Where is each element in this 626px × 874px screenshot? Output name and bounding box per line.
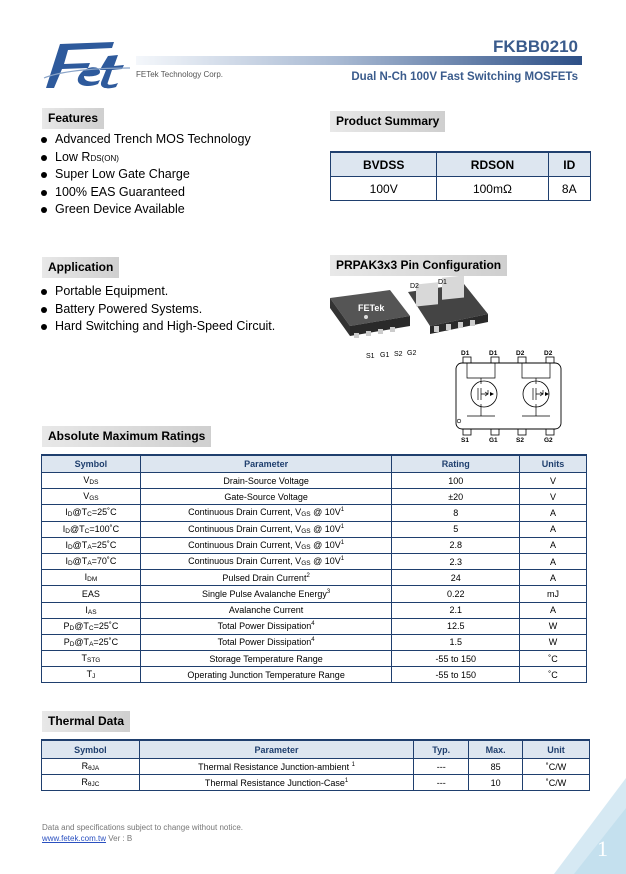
symbol-cell	[42, 618, 141, 634]
unit-cell: V	[520, 489, 587, 505]
rating-cell: 24	[392, 570, 520, 586]
application-list	[41, 283, 275, 336]
parameter-text: Continuous Drain Current, V	[188, 539, 302, 550]
parameter-text: Thermal Resistance Junction-ambient	[198, 761, 352, 772]
parameter-subscript: GS	[301, 527, 311, 535]
symbol-subscript: GS	[89, 495, 99, 503]
list-item: Low RDS(ON)	[41, 149, 251, 167]
pin-config-title: PRPAK3x3 Pin Configuration	[330, 255, 507, 276]
symbol-text: @T	[74, 636, 90, 647]
symbol-cell	[42, 473, 141, 489]
absolute-max-ratings-table	[41, 454, 587, 683]
symbol-subscript: AS	[87, 608, 97, 616]
symbol-text: EAS	[81, 588, 100, 599]
rating-cell: 0.22	[392, 586, 520, 602]
footnote-ref: 1	[340, 556, 345, 563]
symbol-cell	[42, 775, 140, 791]
max-cell: 85	[469, 759, 523, 775]
pin-label: D2	[410, 283, 419, 290]
symbol-text: R	[81, 761, 89, 771]
parameter-cell	[140, 521, 391, 537]
pin-label: S2	[394, 351, 403, 358]
symbol-cell	[42, 489, 141, 505]
table-header: Unit	[523, 740, 590, 759]
symbol-cell	[42, 570, 141, 586]
table-row	[42, 537, 587, 553]
unit-cell: W	[520, 634, 587, 650]
unit-cell: A	[520, 570, 587, 586]
symbol-text: =25˚C	[93, 636, 119, 647]
parameter-text: @ 10V	[310, 539, 341, 550]
symbol-cell	[42, 651, 141, 667]
table-header: Parameter	[140, 455, 391, 473]
table-header: Symbol	[42, 455, 141, 473]
pin-label: G1	[380, 352, 390, 359]
rating-cell: 5	[392, 521, 520, 537]
symbol-subscript: C	[84, 527, 90, 535]
rating-cell: 1.5	[392, 634, 520, 650]
svg-text:D2: D2	[516, 350, 525, 357]
footnote-ref: 1	[340, 523, 345, 530]
parameter-text: Gate-Source Voltage	[224, 491, 308, 502]
symbol-subscript: D	[67, 560, 73, 568]
list-item: Hard Switching and High-Speed Circuit.	[41, 318, 275, 336]
table-row	[42, 775, 590, 791]
table-row	[42, 505, 587, 521]
symbol-subscript: DS	[89, 479, 99, 487]
table-row	[42, 667, 587, 683]
footnote-ref: 1	[344, 777, 349, 784]
symbol-subscript: D	[65, 527, 70, 535]
footnote-ref: 3	[326, 588, 331, 595]
features-list	[41, 131, 251, 219]
symbol-text: T	[81, 653, 87, 664]
symbol-text: V	[83, 475, 90, 486]
website-link[interactable]: www.fetek.com.tw	[42, 834, 107, 843]
rating-cell: -55 to 150	[392, 651, 520, 667]
symbol-text: @T	[69, 523, 85, 534]
unit-cell: A	[520, 537, 587, 553]
unit-cell: A	[520, 553, 587, 569]
symbol-text: @T	[72, 539, 88, 550]
symbol-subscript: θJC	[87, 781, 100, 788]
svg-text:D2: D2	[544, 350, 553, 357]
list-item: Super Low Gate Charge	[41, 166, 251, 184]
summary-header: ID	[548, 152, 590, 177]
document-subtitle: Dual N-Ch 100V Fast Switching MOSFETs	[351, 71, 578, 83]
page-number: 1	[597, 836, 608, 861]
table-header: Parameter	[139, 740, 413, 759]
unit-cell: A	[520, 505, 587, 521]
parameter-text: Drain-Source Voltage	[223, 475, 309, 486]
symbol-text: P	[63, 636, 70, 647]
unit-cell: A	[520, 602, 587, 618]
symbol-subscript: D	[69, 624, 75, 632]
symbol-subscript: D	[69, 640, 75, 648]
symbol-cell	[42, 634, 141, 650]
parameter-cell	[140, 618, 391, 634]
pin-label: D1	[438, 279, 447, 286]
symbol-text: @T	[72, 507, 88, 518]
list-item: Green Device Available	[41, 201, 251, 219]
header-bar	[136, 56, 582, 65]
fetek-logo	[38, 38, 134, 92]
symbol-subscript: STG	[87, 657, 101, 665]
table-row	[42, 618, 587, 634]
summary-header: BVDSS	[331, 152, 437, 177]
svg-text:D1: D1	[461, 350, 470, 357]
list-item: 100% EAS Guaranteed	[41, 184, 251, 202]
symbol-subscript: J	[92, 673, 96, 681]
symbol-cell	[42, 586, 141, 602]
pin-label: G2	[407, 350, 417, 357]
table-row	[42, 521, 587, 537]
parameter-cell	[139, 759, 413, 775]
symbol-cell	[42, 553, 141, 569]
parameter-text: Total Power Dissipation	[217, 637, 312, 648]
schematic-symbol	[456, 350, 561, 444]
footnote-ref: 2	[306, 572, 310, 579]
rating-cell: 100	[392, 473, 520, 489]
rating-cell: 2.8	[392, 537, 520, 553]
symbol-text: =25˚C	[93, 620, 119, 631]
symbol-text: V	[83, 491, 90, 502]
rating-cell: 2.1	[392, 602, 520, 618]
symbol-subscript: A	[89, 640, 94, 648]
table-row	[42, 651, 587, 667]
symbol-subscript: A	[87, 560, 92, 568]
parameter-text: Total Power Dissipation	[217, 621, 312, 632]
parameter-subscript: GS	[301, 511, 311, 519]
pin-label: S1	[366, 353, 375, 360]
symbol-text: T	[86, 669, 93, 680]
symbol-text: I	[65, 556, 68, 567]
svg-text:S1: S1	[461, 437, 469, 444]
rating-cell: 2.3	[392, 553, 520, 569]
svg-text:G2: G2	[544, 437, 553, 444]
parameter-text: @ 10V	[310, 556, 341, 567]
table-row	[42, 553, 587, 569]
table-row	[42, 489, 587, 505]
typ-cell: ---	[414, 759, 469, 775]
parameter-cell	[140, 602, 391, 618]
parameter-cell	[140, 570, 391, 586]
parameter-cell	[140, 505, 391, 521]
symbol-subscript: A	[87, 543, 92, 551]
parameter-text: Pulsed Drain Current	[222, 572, 307, 583]
features-title: Features	[42, 108, 104, 129]
table-header: Rating	[392, 455, 520, 473]
rating-cell: -55 to 150	[392, 667, 520, 683]
footnote-ref: 4	[311, 637, 315, 644]
parameter-text: Operating Junction Temperature Range	[187, 669, 345, 680]
summary-value: 100V	[331, 177, 437, 201]
rating-cell: ±20	[392, 489, 520, 505]
table-row	[42, 759, 590, 775]
table-row	[42, 586, 587, 602]
parameter-cell	[140, 553, 391, 569]
unit-cell: mJ	[520, 586, 587, 602]
corp-name: FETek Technology Corp.	[136, 70, 224, 79]
symbol-cell	[42, 667, 141, 683]
parameter-cell	[140, 473, 391, 489]
page-corner-decoration	[554, 778, 626, 874]
package-pinout-diagram	[326, 276, 590, 446]
product-summary-table	[330, 151, 591, 201]
symbol-text: =70˚C	[91, 556, 117, 567]
parameter-cell	[140, 537, 391, 553]
typ-cell: ---	[414, 775, 469, 791]
thermal-title: Thermal Data	[42, 711, 130, 732]
svg-text:G1: G1	[489, 437, 498, 444]
footnote-ref: 1	[340, 539, 345, 546]
parameter-text: @ 10V	[310, 507, 341, 518]
parameter-cell	[140, 586, 391, 602]
footnote-ref: 1	[351, 761, 356, 768]
version-label: Ver : B	[106, 834, 133, 843]
footnote-ref: 4	[311, 621, 315, 628]
unit-cell: ˚C/W	[523, 759, 590, 775]
unit-cell: V	[520, 473, 587, 489]
symbol-text: =100˚C	[89, 523, 120, 534]
product-summary-title: Product Summary	[330, 111, 445, 132]
thermal-data-table	[41, 739, 590, 791]
parameter-subscript: GS	[301, 543, 311, 551]
parameter-text: Continuous Drain Current, V	[188, 556, 302, 567]
amr-title: Absolute Maximum Ratings	[42, 426, 211, 447]
symbol-subscript: C	[88, 624, 94, 632]
list-item: Advanced Trench MOS Technology	[41, 131, 251, 149]
symbol-text: I	[85, 604, 88, 615]
symbol-text: @T	[74, 620, 89, 631]
symbol-subscript: DM	[87, 576, 98, 584]
parameter-cell	[140, 634, 391, 650]
application-title: Application	[42, 257, 119, 278]
rating-cell: 12.5	[392, 618, 520, 634]
table-row	[42, 473, 587, 489]
parameter-subscript: GS	[301, 560, 311, 568]
part-number: FKBB0210	[492, 37, 578, 56]
symbol-text: I	[65, 539, 68, 550]
parameter-text: @ 10V	[310, 523, 341, 534]
list-item: Battery Powered Systems.	[41, 301, 275, 319]
symbol-text: =25˚C	[91, 507, 117, 518]
footer-links	[42, 834, 132, 843]
rating-cell: 8	[392, 505, 520, 521]
parameter-cell	[140, 489, 391, 505]
parameter-text: Avalanche Current	[228, 605, 304, 616]
parameter-text: Thermal Resistance Junction-Case	[204, 777, 345, 788]
package-bottom-view	[408, 276, 488, 334]
unit-cell: W	[520, 618, 587, 634]
parameter-text: Continuous Drain Current, V	[188, 507, 302, 518]
summary-value: 8A	[548, 177, 590, 201]
symbol-cell	[42, 521, 141, 537]
symbol-text: I	[62, 523, 66, 534]
symbol-text: R	[81, 777, 88, 787]
symbol-text: @T	[72, 556, 88, 567]
table-header: Symbol	[42, 740, 140, 759]
symbol-cell	[42, 505, 141, 521]
parameter-text: Single Pulse Avalanche Energy	[201, 588, 327, 599]
table-header: Units	[520, 455, 587, 473]
symbol-subscript: D	[67, 543, 73, 551]
symbol-cell	[42, 759, 140, 775]
symbol-cell	[42, 602, 141, 618]
unit-cell: A	[520, 521, 587, 537]
chip-label: FETek	[358, 303, 385, 313]
parameter-text: Continuous Drain Current, V	[188, 523, 302, 534]
table-header: Typ.	[414, 740, 469, 759]
svg-text:D1: D1	[489, 350, 498, 357]
max-cell: 10	[469, 775, 523, 791]
unit-cell: ˚C/W	[523, 775, 590, 791]
parameter-cell	[139, 775, 413, 791]
unit-cell: ˚C	[520, 667, 587, 683]
symbol-subscript: D	[67, 511, 73, 519]
symbol-subscript: θJA	[88, 765, 100, 772]
summary-header: RDSON	[437, 152, 548, 177]
footer-note: Data and specifications subject to change without notice.	[42, 823, 244, 832]
summary-value: 100mΩ	[437, 177, 548, 201]
table-row	[42, 634, 587, 650]
parameter-cell	[140, 651, 391, 667]
svg-text:S2: S2	[516, 437, 524, 444]
symbol-subscript: C	[87, 511, 92, 519]
parameter-cell	[140, 667, 391, 683]
symbol-text: =25˚C	[91, 539, 117, 550]
table-row	[42, 570, 587, 586]
symbol-cell	[42, 537, 141, 553]
package-top-view	[330, 290, 410, 338]
table-row	[42, 602, 587, 618]
unit-cell: ˚C	[520, 651, 587, 667]
footnote-ref: 1	[340, 507, 345, 514]
symbol-text: P	[63, 620, 70, 631]
symbol-text: I	[65, 507, 68, 518]
symbol-text: I	[84, 572, 88, 583]
list-item: Portable Equipment.	[41, 283, 275, 301]
parameter-text: Storage Temperature Range	[209, 653, 323, 664]
table-header: Max.	[469, 740, 523, 759]
